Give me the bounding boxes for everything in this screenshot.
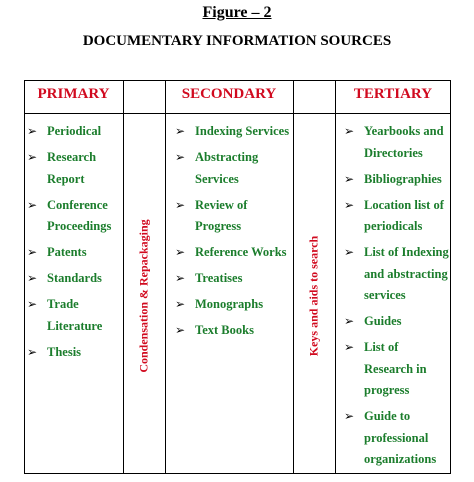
list-item (27, 147, 121, 190)
list-item-label: Guides (364, 314, 402, 328)
primary-list (27, 121, 121, 368)
arrow-bullet-icon: ➢ (27, 150, 38, 164)
arrow-bullet-icon: ➢ (175, 197, 186, 212)
arrow-bullet-icon: ➢ (27, 245, 38, 259)
arrow-bullet-icon: ➢ (344, 124, 355, 138)
arrow-bullet-icon: ➢ (344, 171, 355, 186)
list-item (344, 169, 449, 191)
list-item-label: Indexing Services (195, 124, 290, 138)
arrow-bullet-icon: ➢ (344, 340, 355, 354)
arrow-bullet-icon: ➢ (344, 197, 355, 212)
list-item-label: Treatises (195, 271, 243, 285)
secondary-heading: SECONDARY (181, 86, 277, 102)
arrow-bullet-icon: ➢ (175, 150, 186, 164)
list-item (175, 147, 291, 190)
arrow-bullet-icon: ➢ (344, 409, 355, 423)
list-item-label: List of Indexing and abstracting services (364, 245, 449, 302)
list-item-label: Guide to professional organizations (364, 409, 437, 466)
arrow-bullet-icon: ➢ (344, 314, 355, 328)
document-title: DOCUMENTARY INFORMATION SOURCES (82, 33, 392, 49)
list-item-label: Location list of periodicals (364, 197, 444, 233)
list-item (344, 242, 449, 307)
keys-aids-search-label: Keys and aids to search (306, 235, 321, 357)
tertiary-heading: TERTIARY (353, 86, 433, 102)
list-item-label: Text Books (195, 323, 254, 337)
list-item (27, 294, 121, 337)
list-item-label: List of Research in progress (364, 340, 427, 397)
list-item (27, 342, 121, 364)
list-item (344, 195, 449, 238)
secondary-list (175, 121, 291, 346)
arrow-bullet-icon: ➢ (175, 124, 186, 138)
list-item-label: Trade Literature (47, 297, 103, 333)
column-divider (123, 80, 124, 474)
list-item (175, 121, 291, 143)
list-item (344, 121, 449, 164)
arrow-bullet-icon: ➢ (27, 297, 38, 311)
arrow-bullet-icon: ➢ (175, 271, 186, 285)
list-item-label: Patents (47, 245, 87, 259)
column-divider (293, 80, 294, 474)
list-item-label: Reference Works (195, 245, 287, 259)
condensation-repackaging-label: Condensation & Repackaging (136, 219, 151, 373)
arrow-bullet-icon: ➢ (175, 297, 186, 311)
list-item (175, 294, 291, 316)
arrow-bullet-icon: ➢ (27, 344, 38, 359)
list-item (27, 242, 121, 264)
list-item (344, 337, 449, 402)
column-divider (335, 80, 336, 474)
list-item (344, 406, 449, 471)
list-item-label: Bibliographies (364, 171, 442, 186)
arrow-bullet-icon: ➢ (27, 197, 38, 212)
list-item-label: Yearbooks and Directories (364, 124, 444, 160)
column-divider (165, 80, 166, 474)
list-item-label: Conference Proceedings (47, 197, 112, 233)
list-item-label: Monographs (195, 297, 264, 311)
arrow-bullet-icon: ➢ (27, 271, 38, 285)
list-item-label: Periodical (47, 124, 102, 138)
tertiary-list (344, 121, 449, 475)
list-item (27, 195, 121, 238)
list-item (344, 311, 449, 333)
list-item (27, 268, 121, 290)
figure-title: Figure – 2 (202, 4, 272, 21)
arrow-bullet-icon: ➢ (27, 124, 38, 138)
list-item (175, 195, 291, 238)
list-item-label: Thesis (47, 344, 82, 359)
list-item (27, 121, 121, 143)
arrow-bullet-icon: ➢ (344, 245, 355, 259)
arrow-bullet-icon: ➢ (175, 245, 186, 259)
arrow-bullet-icon: ➢ (175, 323, 186, 337)
list-item-label: Review of Progress (195, 197, 248, 233)
list-item-label: Research Report (47, 150, 97, 186)
list-item-label: Abstracting Services (195, 150, 259, 186)
list-item (175, 320, 291, 342)
header-divider (24, 113, 451, 114)
list-item (175, 242, 291, 264)
list-item-label: Standards (47, 271, 102, 285)
primary-heading: PRIMARY (37, 86, 110, 102)
list-item (175, 268, 291, 290)
